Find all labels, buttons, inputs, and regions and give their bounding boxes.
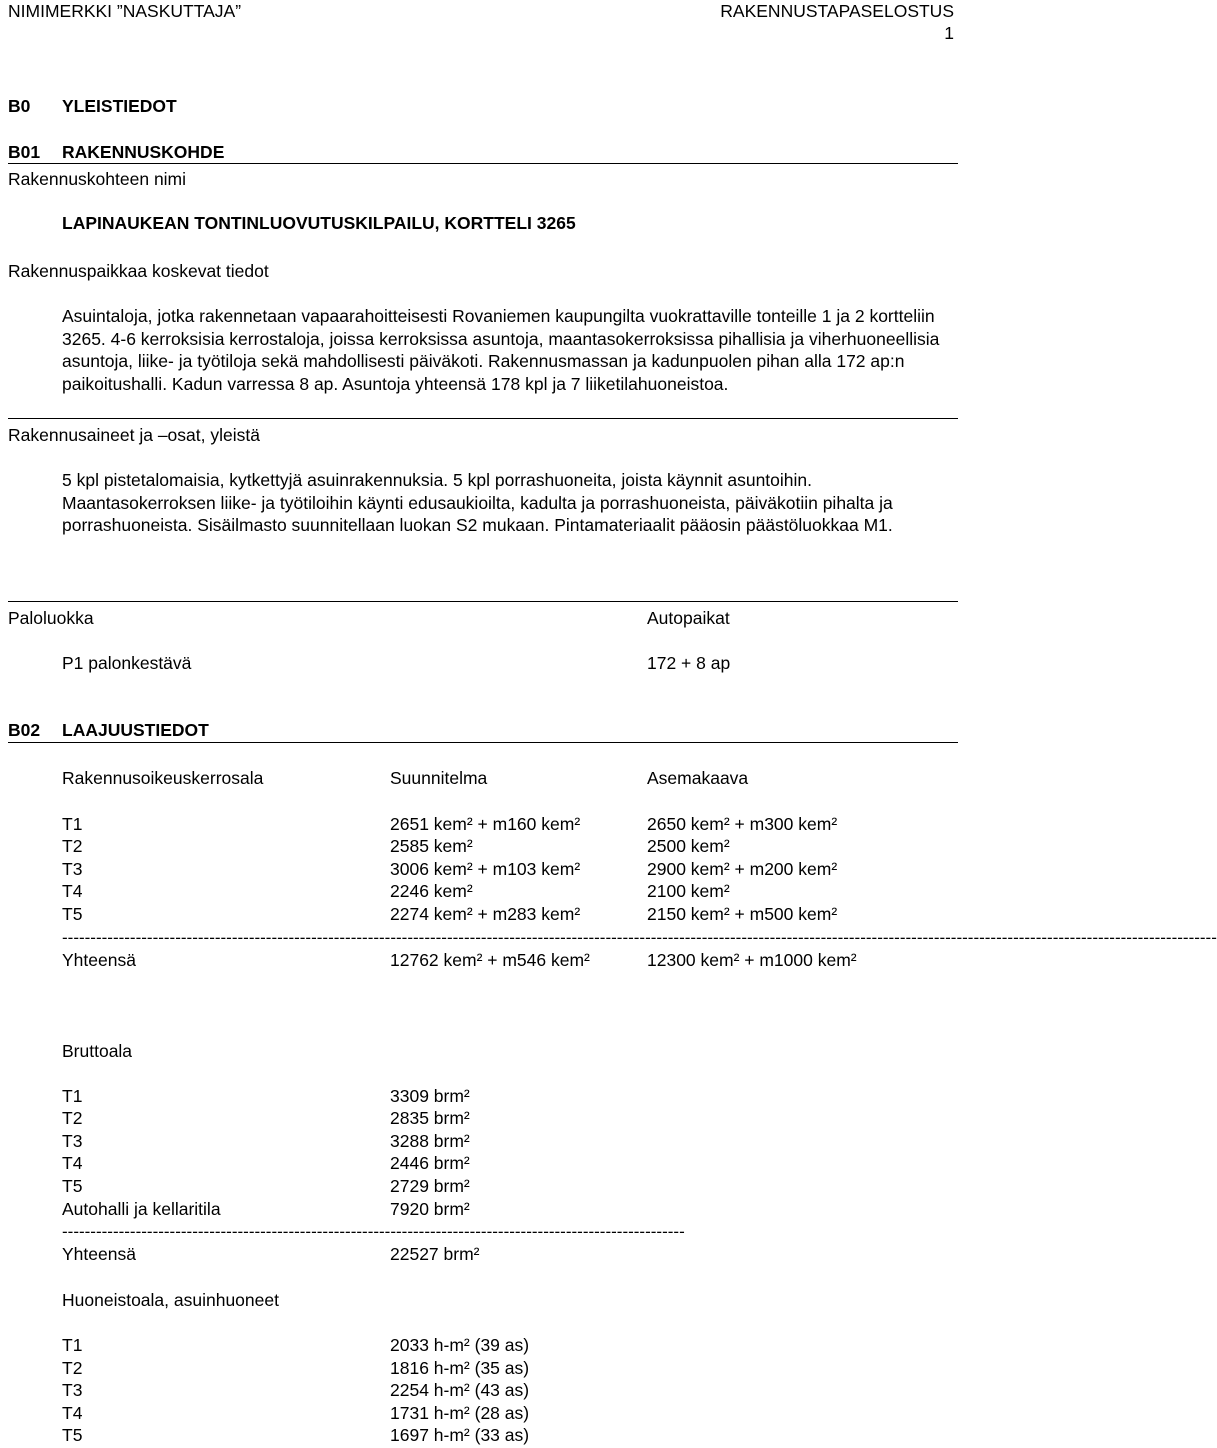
dashed-separator: --------------------------------------------------------------------------------------------------------------: [62, 1222, 685, 1241]
table-cell: T4: [62, 881, 83, 901]
table-cell: 3309 brm²: [390, 1086, 470, 1106]
section-rule: [8, 163, 958, 164]
table-cell: 2729 brm²: [390, 1176, 470, 1196]
table-cell: 7920 brm²: [390, 1199, 470, 1219]
table-cell: T1: [62, 814, 83, 834]
table-cell: T1: [62, 1335, 83, 1355]
table-cell: T2: [62, 1358, 83, 1378]
label-parking: Autopaikat: [647, 608, 730, 628]
table-cell: 3288 brm²: [390, 1131, 470, 1151]
fire-class-value: P1 palonkestävä: [62, 653, 192, 673]
label-project-name: Rakennuskohteen nimi: [8, 169, 187, 189]
section-rule: [8, 742, 958, 743]
table-cell: 2150 kem² + m500 kem²: [647, 904, 838, 924]
section-rule: [8, 418, 958, 419]
table-cell: 2650 kem² + m300 kem²: [647, 814, 838, 834]
apartment-area-title: Huoneistoala, asuinhuoneet: [62, 1290, 279, 1310]
table-cell: 2835 brm²: [390, 1108, 470, 1128]
table-cell: 2900 kem² + m200 kem²: [647, 859, 838, 879]
project-name: LAPINAUKEAN TONTINLUOVUTUSKILPAILU, KORTTELI 3265: [62, 213, 576, 233]
floor-area-header: Rakennusoikeuskerrosala: [62, 768, 264, 788]
table-cell: 2100 kem²: [647, 881, 730, 901]
table-cell: T3: [62, 859, 83, 879]
table-cell: 1816 h-m² (35 as): [390, 1358, 530, 1378]
section-code-b0: B0: [8, 96, 31, 116]
table-cell: 2033 h-m² (39 as): [390, 1335, 530, 1355]
table-cell: T2: [62, 1108, 83, 1128]
section-title-b02: LAAJUUSTIEDOT: [62, 720, 209, 740]
table-cell: 2274 kem² + m283 kem²: [390, 904, 581, 924]
section-title-b0: YLEISTIEDOT: [62, 96, 177, 116]
total-value: 12300 kem² + m1000 kem²: [647, 950, 857, 970]
section-title-b01: RAKENNUSKOHDE: [62, 142, 225, 162]
header-right: RAKENNUSTAPASELOSTUS: [720, 1, 954, 21]
site-info-text: Asuintaloja, jotka rakennetaan vapaarahoitteisesti Rovaniemen kaupungilta vuokrattaville tonteille 1 ja 2 kortteliin 3265. 4-6 kerroksisia kerrostaloja, joissa kerroksissa asuntoja, maantasokerroksissa pihallisia ja viherhuoneellisia asuntoja, liike- ja työtiloja sekä mahdollisesti päiväkoti. Rakennusmassan ja kadunpuolen pihan alla 172 ap:n paikoitushalli. Kadun varressa 8 ap. Asuntoja yhteensä 178 kpl ja 7 liiketilahuoneistoa.: [62, 306, 940, 394]
table-cell: T4: [62, 1403, 83, 1423]
dashed-separator: ------------------------------------------------------------------------------------------------------------------------------------------------------------------------------------------------------------: [62, 928, 1217, 947]
table-cell: T4: [62, 1153, 83, 1173]
total-label: Yhteensä: [62, 950, 136, 970]
section-code-b02: B02: [8, 720, 41, 740]
page-number: 1: [944, 23, 954, 43]
total-value: 22527 brm²: [390, 1244, 480, 1264]
materials-text: 5 kpl pistetalomaisia, kytkettyjä asuinrakennuksia. 5 kpl porrashuoneita, joista käynnit asuntoihin. Maantasokerroksen liike- ja työtiloihin käynti edusaukioilta, kadulta ja porrashuoneista, päiväkotiin pihalta ja porrashuoneista. Sisäilmasto suunnitellaan luokan S2 mukaan. Pintamateriaalit pääosin päästöluokkaa M1.: [62, 470, 893, 535]
floor-area-header: Suunnitelma: [390, 768, 488, 788]
floor-area-header: Asemakaava: [647, 768, 749, 788]
label-site-info: Rakennuspaikkaa koskevat tiedot: [8, 261, 269, 281]
parking-value: 172 + 8 ap: [647, 653, 731, 673]
table-cell: 2254 h-m² (43 as): [390, 1380, 530, 1400]
total-value: 12762 kem² + m546 kem²: [390, 950, 590, 970]
table-cell: 1731 h-m² (28 as): [390, 1403, 530, 1423]
table-cell: T5: [62, 904, 83, 924]
label-fire-class: Paloluokka: [8, 608, 94, 628]
header-left: NIMIMERKKI ”NASKUTTAJA”: [8, 1, 242, 21]
section-rule: [8, 601, 958, 602]
table-cell: T3: [62, 1380, 83, 1400]
table-cell: 2500 kem²: [647, 836, 730, 856]
table-cell: T5: [62, 1425, 83, 1445]
table-cell: 3006 kem² + m103 kem²: [390, 859, 581, 879]
table-cell: T5: [62, 1176, 83, 1196]
table-cell: T3: [62, 1131, 83, 1151]
total-label: Yhteensä: [62, 1244, 136, 1264]
table-cell: 2446 brm²: [390, 1153, 470, 1173]
table-cell: 2651 kem² + m160 kem²: [390, 814, 581, 834]
gross-area-title: Bruttoala: [62, 1041, 133, 1061]
table-cell: 2585 kem²: [390, 836, 473, 856]
table-cell: T1: [62, 1086, 83, 1106]
table-cell: Autohalli ja kellaritila: [62, 1199, 221, 1219]
section-code-b01: B01: [8, 142, 41, 162]
table-cell: 1697 h-m² (33 as): [390, 1425, 530, 1445]
table-cell: 2246 kem²: [390, 881, 473, 901]
table-cell: T2: [62, 836, 83, 856]
label-materials: Rakennusaineet ja –osat, yleistä: [8, 425, 260, 445]
